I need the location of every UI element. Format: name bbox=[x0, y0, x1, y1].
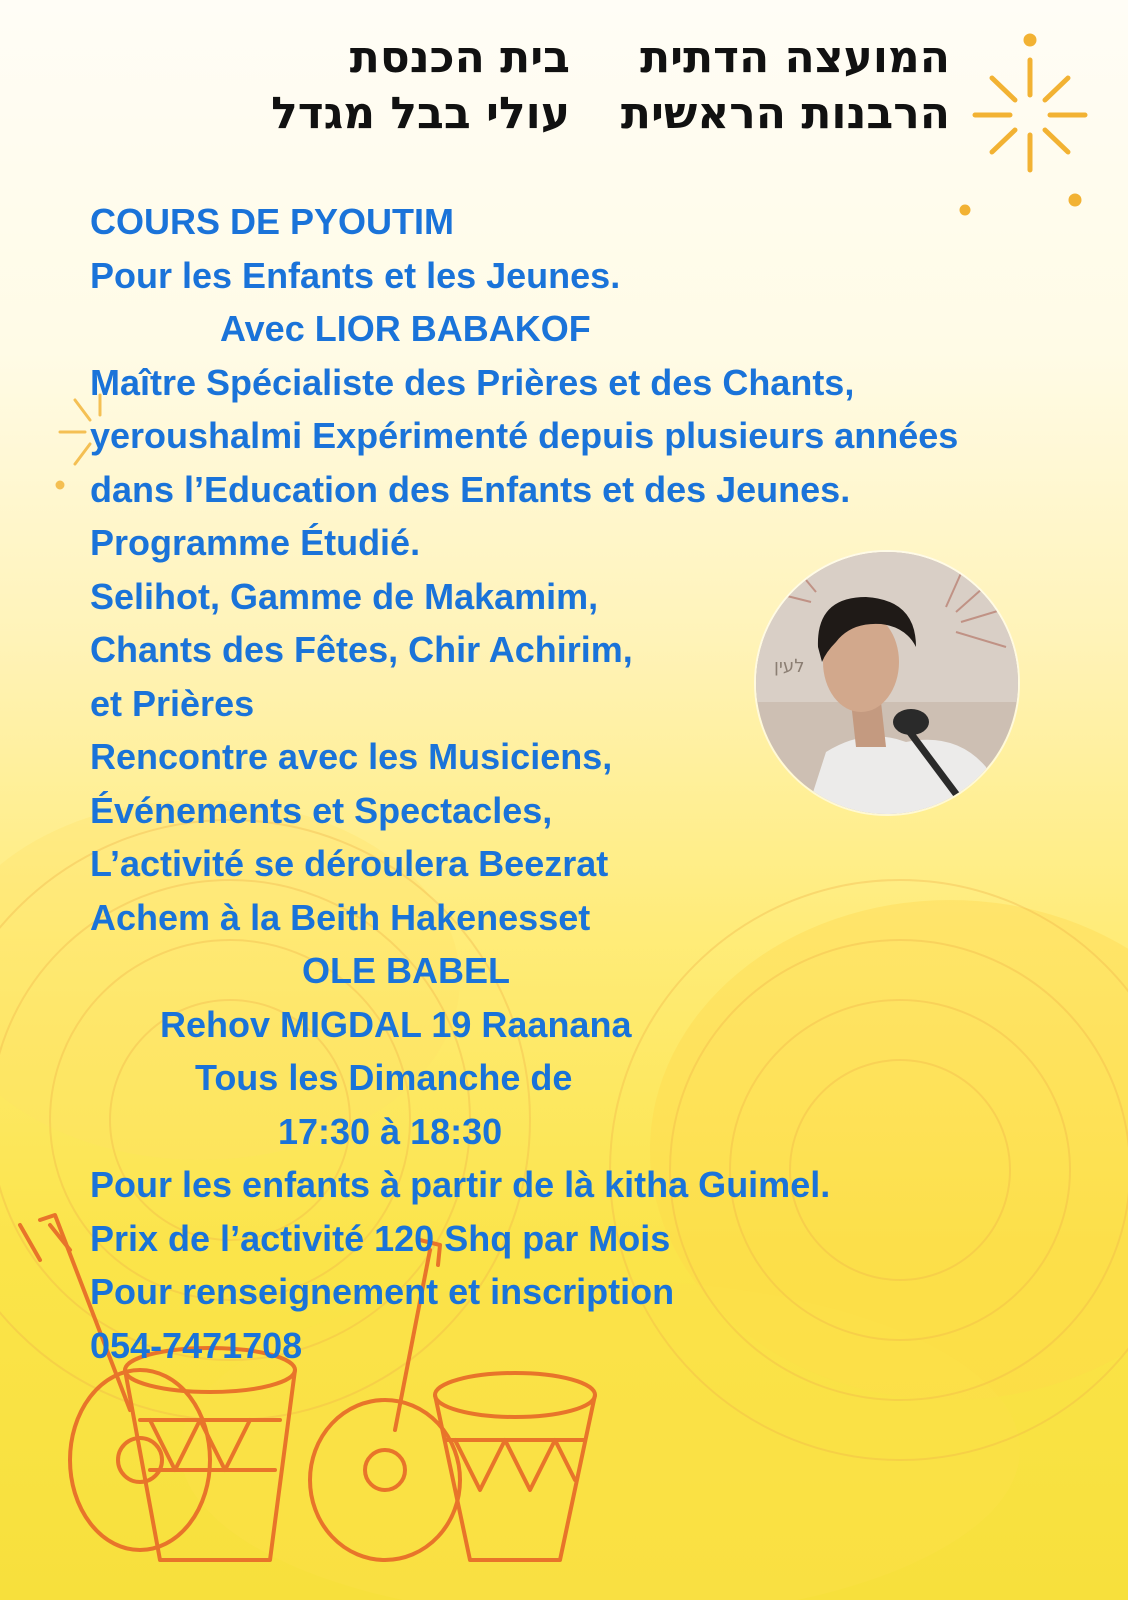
address-line: Rehov MIGDAL 19 Raanana bbox=[160, 1003, 632, 1045]
schedule-day: Tous les Dimanche de bbox=[195, 1057, 573, 1098]
course-title: COURS DE PYOUTIM bbox=[90, 201, 455, 242]
schedule-time: 17:30 à 18:30 bbox=[278, 1110, 503, 1152]
description-line-1: Maître Spécialiste des Prières et des Chants, bbox=[90, 361, 855, 403]
program-line-5: Événements et Spectacles, bbox=[90, 789, 553, 831]
age-requirement: Pour les enfants à partir de là kitha Guimel. bbox=[90, 1164, 831, 1205]
program-line-1: Selihot, Gamme de Makamim, bbox=[90, 575, 599, 617]
program-heading: Programme Étudié. bbox=[90, 522, 421, 563]
header-religious-council: המועצה הדתית bbox=[640, 32, 950, 83]
header-chief-rabbinate: הרבנות הראשית bbox=[620, 88, 950, 139]
header-row-2 bbox=[150, 86, 980, 142]
description-line-2: yeroushalmi Expérimenté depuis plusieurs années bbox=[90, 415, 959, 456]
audience-line: Pour les Enfants et les Jeunes. bbox=[90, 254, 621, 296]
phone-number: 054-7471708 bbox=[90, 1324, 303, 1366]
program-line-3: et Prières bbox=[90, 682, 255, 724]
location-line-1: L’activité se déroulera Beezrat bbox=[90, 843, 609, 884]
hebrew-header bbox=[150, 30, 980, 142]
teacher-line: Avec LIOR BABAKOF bbox=[220, 308, 591, 349]
price-line: Prix de l’activité 120 Shq par Mois bbox=[90, 1217, 671, 1259]
photo-background-text: לעין bbox=[774, 656, 805, 677]
program-line-4: Rencontre avec les Musiciens, bbox=[90, 736, 613, 777]
description-line-3: dans l’Education des Enfants et des Jeunes. bbox=[90, 468, 851, 510]
contact-heading: Pour renseignement et inscription bbox=[90, 1271, 675, 1312]
location-line-2: Achem à la Beith Hakenesset bbox=[90, 896, 591, 938]
program-line-2: Chants des Fêtes, Chir Achirim, bbox=[90, 629, 633, 670]
header-synagogue-name: עולי בבל מגדל bbox=[271, 88, 570, 139]
firework-top-right-icon bbox=[962, 36, 1085, 213]
teacher-portrait bbox=[756, 552, 1018, 814]
header-row-1 bbox=[150, 30, 980, 86]
synagogue-name: OLE BABEL bbox=[302, 950, 511, 991]
header-synagogue: בית הכנסת bbox=[349, 32, 570, 83]
